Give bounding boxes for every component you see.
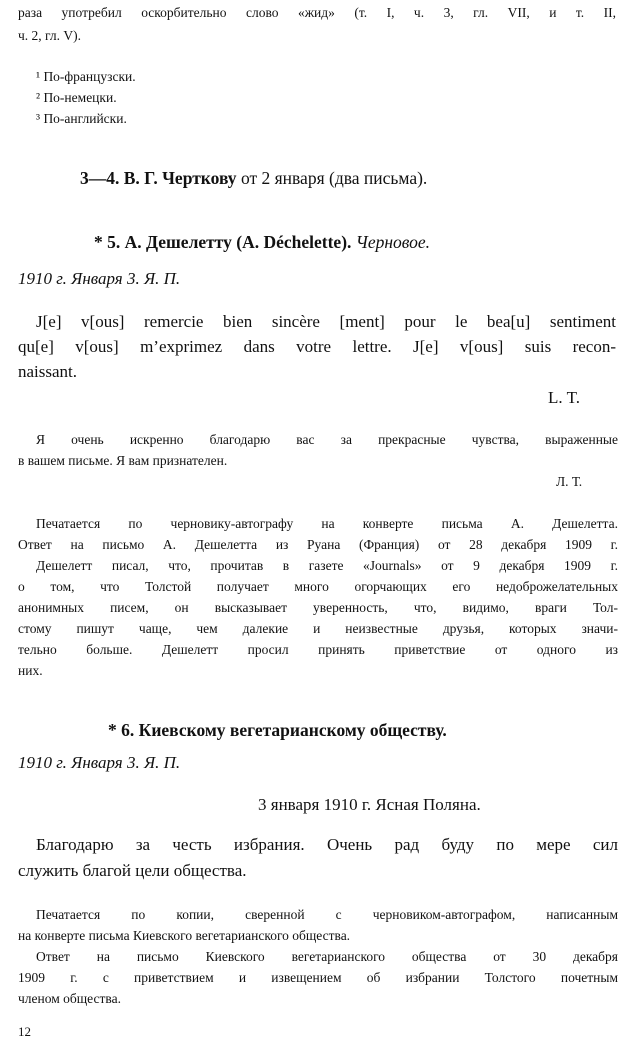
section-5-signature: L. T.: [548, 388, 580, 407]
section-5-heading-bold: * 5. А. Дешелетту (A. Déchelette).: [94, 232, 352, 252]
section-6-commentary-line-2: на конверте письма Киевского вегетарианского общества.: [18, 928, 351, 943]
section-6-commentary-line-1: Печатается по копии, сверенной с черновиком-автографом, написанным: [36, 907, 618, 922]
section-5-dateline: 1910 г. Января 3. Я. П.: [18, 269, 181, 288]
page-number: 12: [18, 1024, 31, 1039]
section-5-commentary-line-4: о том, что Толстой получает много огорчающих его недоброжелательных: [18, 579, 618, 594]
top-paragraph-line-2: ч. 2, гл. V).: [18, 28, 81, 43]
section-5-heading-note: Черновое.: [351, 232, 431, 252]
footnote-3: [36, 112, 127, 126]
footnote-marker: ²: [36, 90, 41, 105]
section-34-heading-rest: от 2 января (два письма).: [236, 168, 428, 188]
section-5-letter-line-1: J[e] v[ous] remercie bien sincère [ment] pour le bea[u] sentiment: [36, 312, 616, 331]
section-6-commentary-line-5: членом общества.: [18, 991, 121, 1006]
section-5-commentary-line-8: них.: [18, 663, 43, 678]
section-6-heading: * 6. Киевскому вегетарианскому обществу.: [108, 720, 447, 740]
section-5-commentary-line-5: анонимных писем, он высказывает уверенность, что, видимо, враги Тол-: [18, 600, 618, 615]
section-34-heading: [80, 170, 427, 188]
footnote-text: По-немецки.: [43, 90, 117, 105]
section-5-commentary-line-6: стому пишут чаще, чем далекие и неизвестные друзья, которых значи-: [18, 621, 618, 636]
section-5-commentary-line-7: тельно больше. Дешелетт просил принять приветствие от одного из: [18, 642, 618, 657]
section-6-commentary-line-4: 1909 г. с приветствием и извещением об избрании Толстого почетным: [18, 970, 618, 985]
top-paragraph-line-1: раза употребил оскорбительно слово «жид» (т. I, ч. 3, гл. VII, и т. II,: [18, 5, 616, 20]
section-5-commentary-line-1: Печатается по черновику-автографу на конверте письма А. Дешелетта.: [36, 516, 618, 531]
section-6-letter-line-2: служить благой цели общества.: [18, 861, 247, 880]
section-6-place-date: 3 января 1910 г. Ясная Поляна.: [258, 795, 481, 814]
section-5-translation-signature: Л. Т.: [556, 474, 583, 489]
section-5-commentary-line-3: Дешелетт писал, что, прочитав в газете «Journals» от 9 декабря 1909 г.: [36, 558, 618, 573]
section-5-commentary-line-2: Ответ на письмо А. Дешелетта из Руана (Франция) от 28 декабря 1909 г.: [18, 537, 618, 552]
section-6-commentary-line-3: Ответ на письмо Киевского вегетарианского общества от 30 декабря: [36, 949, 618, 964]
section-5-translation-line-1: Я очень искренно благодарю вас за прекрасные чувства, выраженные: [36, 432, 618, 447]
footnote-text: По-английски.: [43, 111, 127, 126]
section-6-dateline: 1910 г. Января 3. Я. П.: [18, 753, 181, 772]
section-5-translation-line-2: в вашем письме. Я вам признателен.: [18, 453, 228, 468]
footnote-text: По-французски.: [43, 69, 136, 84]
footnote-2: [36, 91, 117, 105]
footnote-marker: ¹: [36, 69, 41, 84]
footnote-1: [36, 70, 136, 84]
section-5-letter-line-3: naissant.: [18, 362, 78, 381]
section-5-heading: [94, 234, 430, 252]
section-6-letter-line-1: Благодарю за честь избрания. Очень рад буду по мере сил: [36, 835, 618, 854]
section-34-heading-bold: 3—4. В. Г. Черткову: [80, 168, 237, 188]
section-5-letter-line-2: qu[e] v[ous] m’exprimez dans votre lettre. J[e] v[ous] suis recon-: [18, 337, 616, 356]
footnote-marker: ³: [36, 111, 41, 126]
